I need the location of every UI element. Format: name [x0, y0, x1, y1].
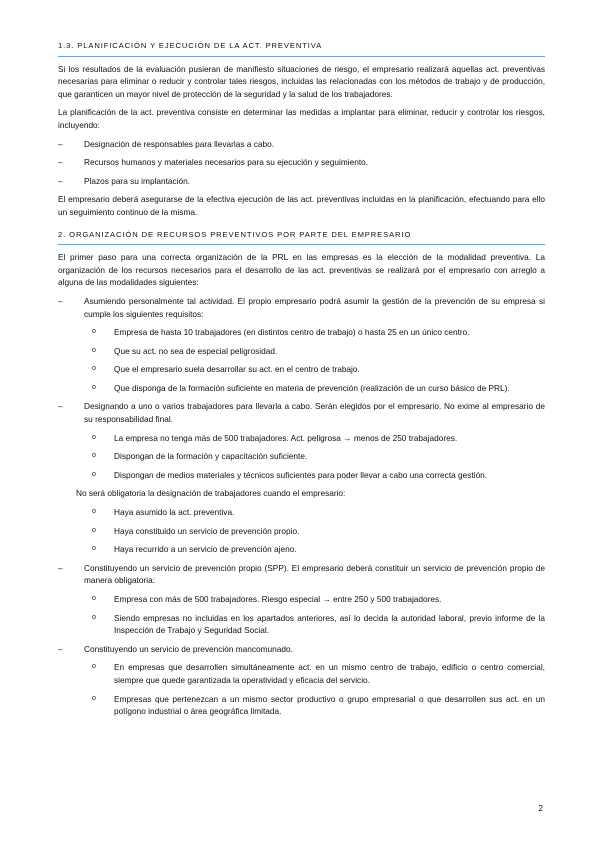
list-item-text: Dispongan de la formación y capacitación suficiente. [114, 451, 308, 462]
list-item [58, 661, 545, 686]
list-item [58, 506, 545, 519]
list-item [58, 450, 545, 463]
modality-text: Asumiendo personalmente tal actividad. El propio empresario podrá asumir la gestión de la prevención de su empresa si cumple los siguientes requisitos: [84, 295, 545, 319]
modality-item [58, 295, 545, 320]
page-number: 2 [538, 803, 543, 813]
document-page [58, 40, 545, 724]
list-item [58, 326, 545, 339]
sub-list [58, 593, 545, 637]
list-item [58, 156, 545, 169]
list-item-text: La empresa no tenga más de 500 trabajadores. Act. peligrosa → menos de 250 trabajadores. [114, 432, 458, 443]
paragraph: Si los resultados de la evaluación pusieran de manifiesto situaciones de riesgo, el empresario realizará aquellas act. preventivas necesarias para eliminar o reducir y controlar tales riesgos, incluidas las relacionadas con los métodos de trabajo y de producción, que garanticen un mayor nivel de protección de la seguridad y la salud de los trabajadores. [58, 63, 545, 99]
list-item [58, 693, 545, 718]
list-item-text: Empresa con más de 500 trabajadores. Riesgo especial → entre 250 y 500 trabajadores. [114, 594, 442, 604]
bullet-marker: o [92, 433, 96, 441]
list-item-text: En empresas que desarrollen simultáneamente act. en un mismo centro de trabajo, edificio o centro comercial, siempre que quede garantizada la operatividad y eficacia del servicio. [114, 662, 545, 685]
modality-item [58, 562, 545, 587]
list-item [58, 138, 545, 151]
list-item-text: Haya asumido la act. preventiva. [114, 507, 235, 518]
dash-marker: – [58, 401, 63, 412]
section-heading-2: 2. ORGANIZACIÓN DE RECURSOS PREVENTIVOS POR PARTE DEL EMPRESARIO [58, 229, 545, 246]
list-item-text: Haya constituido un servicio de prevención propio. [114, 525, 300, 536]
list-item-text: Recursos humanos y materiales necesarios para su ejecución y seguimiento. [84, 157, 369, 168]
list-item-text: Que disponga de la formación suficiente en materia de prevención (realización de un curso básico de PRL). [114, 382, 510, 393]
list-item [58, 363, 545, 376]
bullet-marker: o [92, 346, 96, 354]
list-item [58, 432, 545, 445]
modality-item [58, 643, 545, 656]
dash-marker: – [58, 157, 63, 168]
list-item-text: Plazos para su implantación. [84, 175, 191, 186]
bullet-marker: o [92, 365, 96, 373]
bullet-marker: o [92, 470, 96, 478]
section-heading-1-3: 1.3. PLANIFICACIÓN Y EJECUCIÓN DE LA ACT. PREVENTIVA [58, 40, 545, 57]
bullet-marker: o [92, 595, 96, 602]
bullet-marker: o [92, 508, 96, 516]
sub-list [58, 326, 545, 394]
list-item [58, 525, 545, 538]
paragraph: El primer paso para una correcta organización de la PRL en las empresas es la elección de la modalidad preventiva. La organización de los recursos necesarios para el desarrollo de las act. preventivas se realizará por el empresario con arreglo a alguna de las modalidades siguientes: [58, 252, 545, 288]
bullet-marker: o [92, 694, 96, 702]
modality-text: Constituyendo un servicio de prevención mancomunado. [84, 643, 293, 654]
bullet-marker: o [92, 663, 96, 671]
note-text: No será obligatoria la designación de trabajadores cuando el empresario: [76, 488, 346, 499]
list-item [58, 543, 545, 556]
dash-marker: – [58, 138, 63, 149]
bullet-marker: o [92, 452, 96, 460]
bullet-marker: o [92, 328, 96, 336]
bullet-marker: o [92, 613, 96, 621]
dash-marker: – [58, 295, 63, 306]
dash-marker: – [58, 562, 63, 573]
paragraph: La planificación de la act. preventiva consiste en determinar las medidas a implantar para eliminar, reducir y controlar los riesgos, incluyendo: [58, 107, 545, 130]
list-item-text: Que su act. no sea de especial peligrosidad. [114, 345, 278, 356]
bullet-marker: o [92, 545, 96, 553]
list-item-text: Empresas que pertenezcan a un mismo sector productivo o grupo empresarial o que desarrollen sus act. en un polígono industrial o área geográfica limitada. [114, 693, 545, 717]
list-item [58, 593, 545, 606]
list-item-text: Designación de responsables para llevarlas a cabo. [84, 138, 275, 149]
sub-list [58, 432, 545, 482]
list-item-text: Dispongan de medios materiales y técnicos suficientes para poder llevar a cabo una correcta gestión. [114, 469, 488, 480]
list-item-text: Empresa de hasta 10 trabajadores (en distintos centro de trabajo) o hasta 25 en un único centro. [114, 327, 470, 338]
bullet-marker: o [92, 526, 96, 534]
dash-marker: – [58, 643, 63, 654]
list-item-text: Que el empresario suela desarrollar su act. en el centro de trabajo. [114, 364, 360, 375]
sub-list [58, 661, 545, 717]
list-item [58, 382, 545, 395]
list-item [58, 469, 545, 482]
modality-item [58, 400, 545, 425]
modality-text: Constituyendo un servicio de prevención propio (SPP). El empresario deberá constituir un servicio de prevención propio de manera obligatoria: [84, 562, 545, 586]
bullet-marker: o [92, 383, 96, 391]
modality-text: Designando a uno o varios trabajadores para llevarla a cabo. Serán elegidos por el empresario. No exime al empresario de su responsabilidad final. [84, 401, 545, 425]
list-item-text: Siendo empresas no incluidas en los apartados anteriores, así lo decida la autoridad laboral, previo informe de la Inspección de Trabajo y Seguridad Social. [114, 612, 545, 636]
paragraph: El empresario deberá asegurarse de la efectiva ejecución de las act. preventivas incluidas en la planificación, efectuando para ello un seguimiento continuo de la misma. [58, 194, 545, 217]
list-item [58, 345, 545, 358]
dash-marker: – [58, 175, 63, 186]
list-item [58, 175, 545, 188]
sub-list [58, 506, 545, 556]
list-item-text: Haya recurrido a un servicio de prevención ajeno. [114, 544, 297, 555]
list-item [58, 612, 545, 637]
